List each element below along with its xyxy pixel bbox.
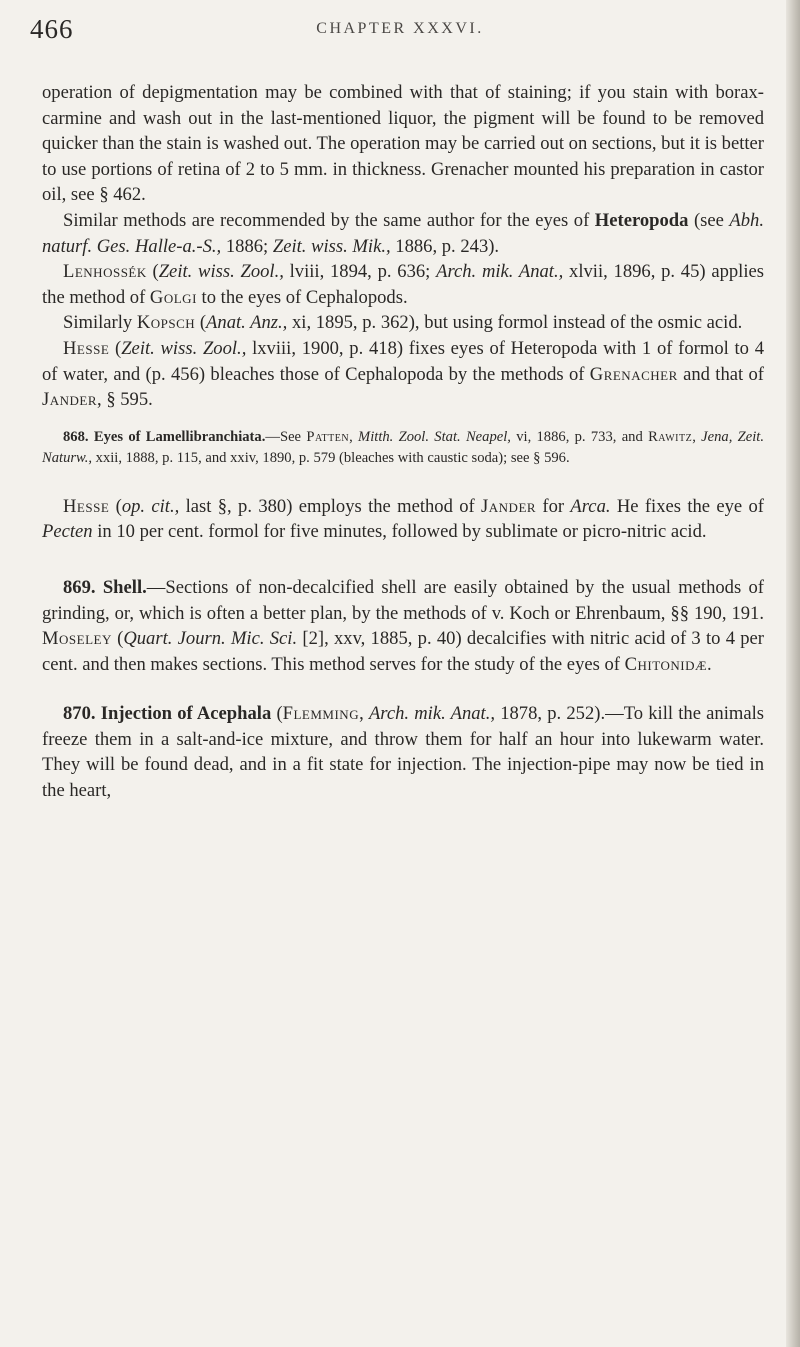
paragraph-lenhossek: Lenhossék (Zeit. wiss. Zool., lviii, 1894, p. 636; Arch. mik. Anat., xlvii, 1896, p. 45) applies the method of Golgi to the eyes of Cephalopods. — [42, 261, 765, 308]
paragraph-depigmentation: operation of depigmentation may be combined with that of staining; if you stain with borax-carmine and wash out in the last-mentioned liquor, the pigment will be found to be removed quicker than the stain is washed out. The operation may be carried out on sections, but it is better to use portions of retina of 2 to 5 mm. in thickness. Grenacher mounted his preparation in castor oil, see § 462. — [42, 82, 764, 206]
page-header — [30, 14, 770, 56]
section-title: Shell. — [102, 576, 147, 598]
section-number: 870. — [63, 703, 96, 725]
paragraph-heteropoda: Similar methods are recommended by the same author for the eyes of Heteropoda (see Abh. naturf. Ges. Halle-a.-S., 1886; Zeit. wiss. Mik., 1886, p. 243). — [42, 209, 764, 257]
section-number: 869. — [63, 576, 96, 598]
spacer — [42, 545, 764, 575]
section-title: Injection of Acephala — [100, 703, 272, 725]
spacer — [42, 677, 764, 701]
paragraph-hesse-heteropoda: Hesse (Zeit. wiss. Zool., lxviii, 1900, p. 418) fixes eyes of Heteropoda with 1 of formol to 4 of water, and (p. 456) bleaches those of Cephalopoda by the methods of Grenacher and that of Jander, § 595. — [42, 337, 765, 411]
paragraph-kopsch: Similarly Kopsch (Anat. Anz., xi, 1895, p. 362), but using formol instead of the osmic acid. — [63, 312, 743, 334]
section-870: 870. Injection of Acephala (Flemming, Arch. mik. Anat., 1878, p. 252).—To kill the animals freeze them in a salt-and-ice mixture, and throw them for half an hour into lukewarm water. They will be found dead, and in a fit state for injection. The injection-pipe may now be tied in the heart, — [42, 703, 764, 802]
section-title: Eyes of Lamellibranchiata. — [93, 428, 266, 445]
spacer — [42, 470, 764, 494]
paragraph-hesse-arca: Hesse (op. cit., last §, p. 380) employs the method of Jander for Arca. He fixes the eye of Pecten in 10 per cent. formol for five minutes, followed by sublimate or picro-nitric acid. — [42, 495, 765, 543]
running-head: CHAPTER XXXVI. — [316, 20, 484, 37]
section-number: 868. — [63, 428, 89, 445]
page-number: 466 — [30, 14, 74, 44]
body-text — [42, 80, 764, 804]
section-868: 868. Eyes of Lamellibranchiata.—See Patten, Mitth. Zool. Stat. Neapel, vi, 1886, p. 733, and Rawitz, Jena, Zeit. Naturw., xxii, 1888, p. 115, and xxiv, 1890, p. 579 (bleaches with caustic soda); see § 596. — [42, 428, 764, 467]
spacer — [42, 413, 764, 427]
page-edge-shadow — [786, 0, 800, 1347]
section-869: 869. Shell.—Sections of non-decalcified shell are easily obtained by the usual methods of grinding, or, which is often a better plan, by the methods of v. Koch or Ehrenbaum, §§ 190, 191. Moseley (Quart. Journ. Mic. Sci. [2], xxv, 1885, p. 40) decalcifies with nitric acid of 3 to 4 per cent. and then makes sections. This method serves for the study of the eyes of Chitonidæ. — [42, 576, 764, 675]
